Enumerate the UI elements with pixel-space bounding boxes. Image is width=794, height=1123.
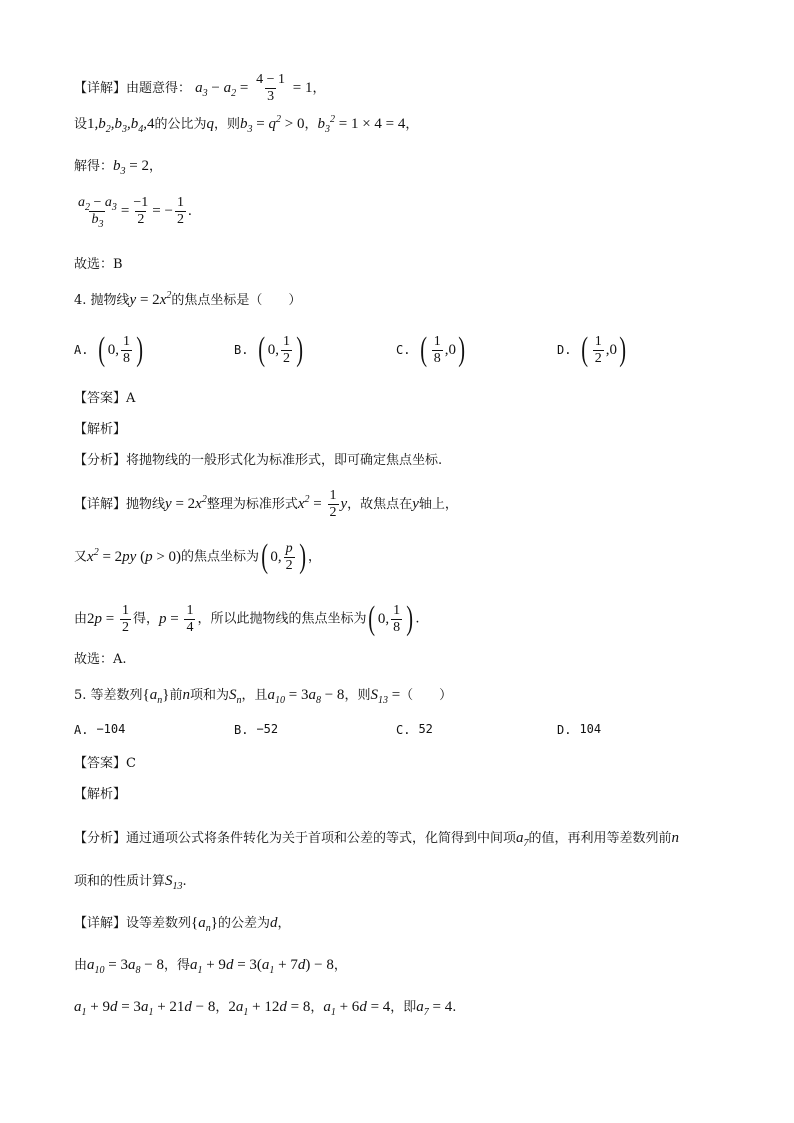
answer-line: 【答案】A — [74, 391, 136, 406]
option-b: B. ( 0, $\frac{1}{2}$ ) — [234, 331, 304, 368]
detail-text: 由题意得： — [126, 80, 192, 96]
option-d: D. ( $\frac{1}{2}$ ,0 ) — [557, 331, 627, 368]
detail-line-4 — [74, 195, 192, 228]
analysis-label: 【解析】 — [74, 787, 127, 802]
choice-line: 故选：A. — [74, 652, 127, 667]
detail-line: $a_1 + 9d = 3a_1 + 21d - 8$，$2a_1 + 12d = 8$，$a_1 + 6d = 4$，即$a_7 = 4$. — [74, 999, 457, 1018]
analysis-line: 【分析】通过通项公式将条件转化为关于首项和公差的等式，化简得到中间项$a_7$的值，再利用等差数列前n — [74, 830, 680, 849]
option-b: B. −52 — [234, 722, 279, 737]
detail-label: 【详解】 — [74, 80, 127, 96]
analysis-line: 项和的性质计算$S_{13}$. — [74, 873, 187, 892]
option-a: A. −104 — [74, 722, 126, 737]
detail-line-2: 设$1,b_2,b_3,b_4,4$的公比为q，则$b_3 = q^2 > 0$，$b_3^2 = 1 \times 4 = 4$， — [74, 114, 419, 135]
option-a: A. ( 0, $\frac{1}{8}$ ) — [74, 331, 144, 368]
choice-line: 故选：B — [74, 257, 123, 272]
analysis-label: 【解析】 — [74, 422, 127, 437]
answer: A — [126, 391, 136, 406]
detail-line-1: 【详解】由题意得： $a_3 - a_2$ = $\frac{4 - 1}{3}$ = 1， — [74, 72, 326, 104]
option-c: C. 52 — [396, 722, 433, 737]
detail-line-3: 解得：$b_3 = 2$， — [74, 158, 162, 177]
question-5-stem: 5. 等差数列$\{a_n\}$前n项和为$S_n$，且$a_{10} = 3a_8 - 8$，则$S_{13}$ =（ ） — [74, 687, 453, 706]
analysis-line: 【分析】将抛物线的一般形式化为标准形式，即可确定焦点坐标. — [74, 453, 443, 468]
detail-line: 【详解】抛物线$y = 2x^2$整理为标准形式$x^2$ = $\frac{1}{2}$ y，故焦点在y轴上， — [74, 488, 458, 520]
option-c: C. ( $\frac{1}{8}$ ,0 ) — [396, 331, 466, 368]
sequence: $1,b_2,b_3,b_4,4$ — [87, 116, 155, 135]
detail-line: 又$x^2 = 2py$ (p > 0)的焦点坐标为 ( 0, $\frac{p}{2}$ ) ， — [74, 538, 321, 575]
detail-line: 由$a_{10} = 3a_8 - 8$，得$a_1 + 9d = 3(a_1 + 7d) - 8$， — [74, 957, 347, 976]
question-4-stem: 4. 抛物线$y = 2x^2$的焦点坐标是（ ） — [74, 290, 302, 308]
option-d: D. 104 — [557, 722, 602, 737]
answer-line: 【答案】C — [74, 756, 136, 771]
detail-line: 【详解】设等差数列$\{a_n\}$的公差为d， — [74, 915, 291, 934]
formula: $a_3 - a_2$ = $\frac{4 - 1}{3}$ = 1 — [195, 72, 313, 104]
detail-line: 由2p = $\frac{1}{2}$ 得，p = $\frac{1}{4}$ ，所以此抛物线的焦点坐标为 ( 0, $\frac{1}{8}$ ) . — [74, 600, 420, 637]
answer: C — [126, 756, 136, 771]
formula: $\frac{a_2 - a_3}{b_3}$ = $\frac{-1}{2}$ = − $\frac{1}{2}$ . — [78, 195, 192, 230]
